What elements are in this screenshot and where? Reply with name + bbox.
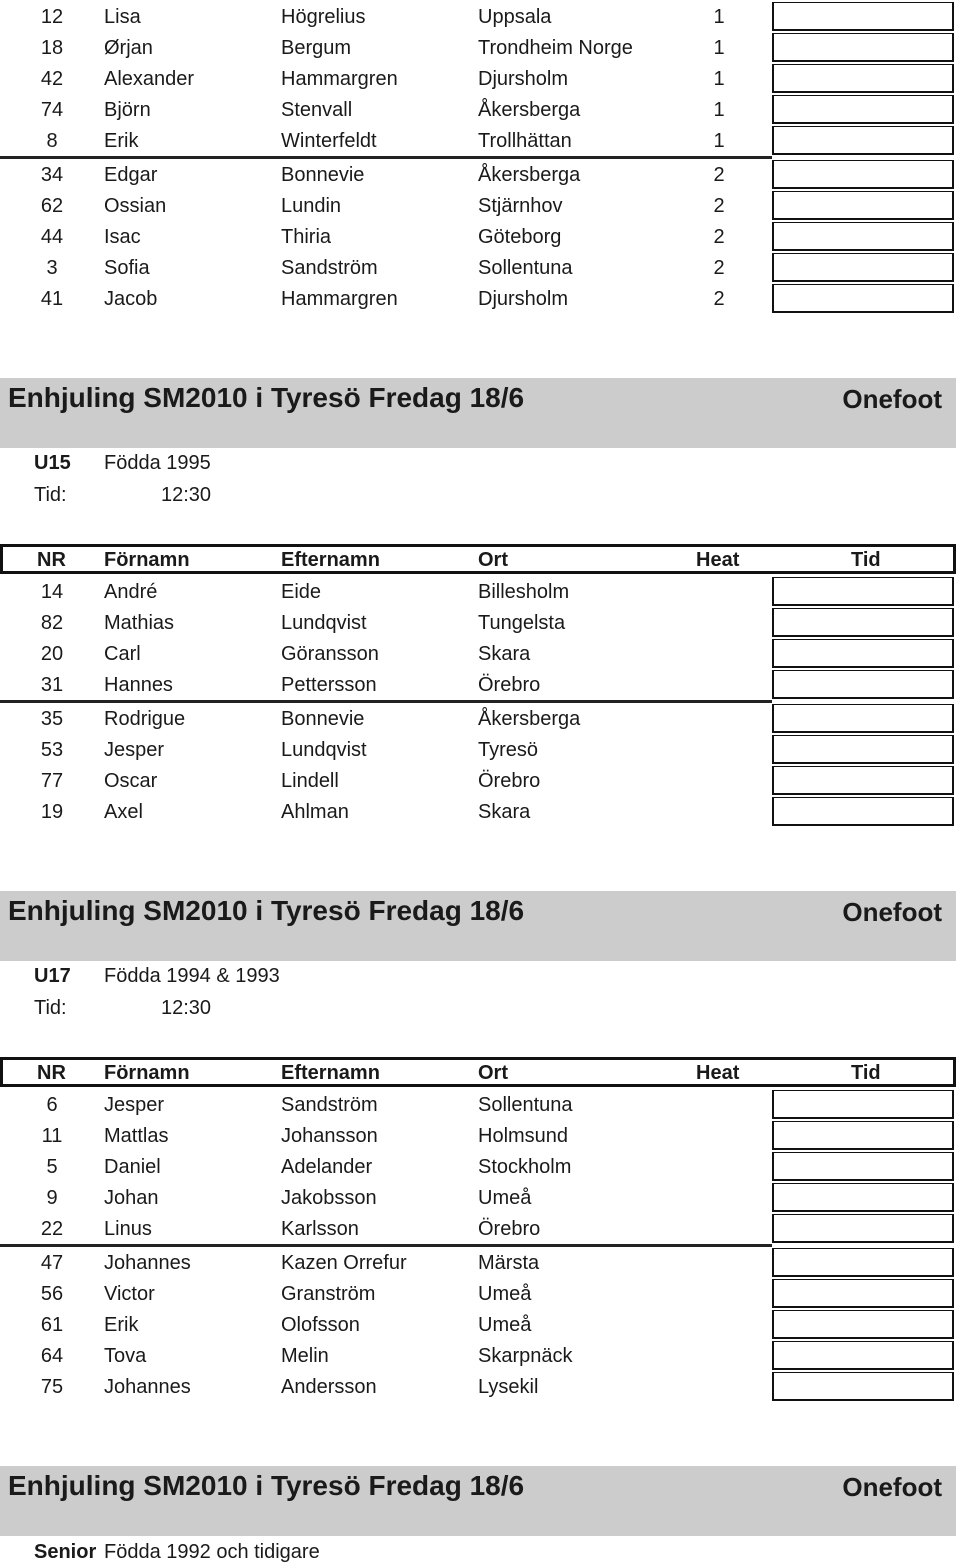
participant-number: 18 <box>40 37 64 59</box>
last-name: Eide <box>281 581 322 603</box>
table-row <box>0 284 960 315</box>
table-row <box>0 1372 960 1403</box>
time-label: Tid: <box>34 997 67 1019</box>
table-row <box>0 222 960 253</box>
header-first-name: Förnamn <box>104 1062 190 1084</box>
header-time: Tid <box>851 1062 881 1084</box>
participant-number: 42 <box>40 68 64 90</box>
class-line <box>0 961 960 991</box>
time-entry-box[interactable] <box>772 1183 954 1212</box>
header-last-name: Efternamn <box>281 549 380 571</box>
time-label: Tid: <box>34 484 67 506</box>
header-town: Ort <box>478 1062 508 1084</box>
header-last-name: Efternamn <box>281 1062 380 1084</box>
participant-number: 53 <box>40 739 64 761</box>
table-row <box>0 1152 960 1183</box>
table-row <box>0 704 960 735</box>
table-row <box>0 1310 960 1341</box>
time-entry-box[interactable] <box>772 126 954 155</box>
first-name: Johannes <box>104 1252 191 1274</box>
last-name: Pettersson <box>281 674 377 696</box>
town: Sollentuna <box>478 1094 573 1116</box>
table-header <box>0 544 956 574</box>
heat-number: 2 <box>713 164 725 186</box>
time-entry-box[interactable] <box>772 191 954 220</box>
first-name: Sofia <box>104 257 150 279</box>
last-name: Sandström <box>281 1094 378 1116</box>
first-name: Tova <box>104 1345 147 1367</box>
class-code: Senior <box>34 1541 97 1563</box>
event-title: Enhjuling SM2010 i Tyresö Fredag 18/6 <box>8 1470 525 1501</box>
time-entry-box[interactable] <box>772 1090 954 1119</box>
heat-divider <box>0 1244 772 1247</box>
time-entry-box[interactable] <box>772 577 954 606</box>
heat-number: 1 <box>713 37 725 59</box>
town: Stockholm <box>478 1156 572 1178</box>
last-name: Lundqvist <box>281 612 367 634</box>
time-entry-box[interactable] <box>772 1152 954 1181</box>
last-name: Johansson <box>281 1125 378 1147</box>
participant-number: 3 <box>46 257 58 279</box>
last-name: Thiria <box>281 226 332 248</box>
time-entry-box[interactable] <box>772 1248 954 1277</box>
town: Trollhättan <box>478 130 572 152</box>
table-row <box>0 1214 960 1245</box>
town: Lysekil <box>478 1376 539 1398</box>
last-name: Jakobsson <box>281 1187 377 1209</box>
class-line <box>0 1537 960 1567</box>
first-name: Ørjan <box>104 37 153 59</box>
participant-number: 8 <box>46 130 58 152</box>
time-entry-box[interactable] <box>772 2 954 31</box>
table-row <box>0 1248 960 1279</box>
time-entry-box[interactable] <box>772 95 954 124</box>
last-name: Winterfeldt <box>281 130 377 152</box>
last-name: Bonnevie <box>281 708 365 730</box>
time-entry-box[interactable] <box>772 766 954 795</box>
participant-number: 9 <box>46 1187 58 1209</box>
table-row <box>0 735 960 766</box>
last-name: Kazen Orrefur <box>281 1252 407 1274</box>
last-name: Olofsson <box>281 1314 360 1336</box>
last-name: Lundin <box>281 195 342 217</box>
town: Örebro <box>478 770 541 792</box>
first-name: Johannes <box>104 1376 191 1398</box>
first-name: Linus <box>104 1218 152 1240</box>
town: Göteborg <box>478 226 562 248</box>
participant-number: 19 <box>40 801 64 823</box>
time-entry-box[interactable] <box>772 33 954 62</box>
last-name: Göransson <box>281 643 379 665</box>
last-name: Ahlman <box>281 801 349 823</box>
table-row <box>0 670 960 701</box>
first-name: Victor <box>104 1283 155 1305</box>
participant-number: 77 <box>40 770 64 792</box>
participant-number: 64 <box>40 1345 64 1367</box>
participant-number: 6 <box>46 1094 58 1116</box>
table-row <box>0 797 960 828</box>
participant-number: 35 <box>40 708 64 730</box>
table-row <box>0 33 960 64</box>
start-time-line <box>0 480 960 510</box>
last-name: Karlsson <box>281 1218 359 1240</box>
last-name: Bonnevie <box>281 164 365 186</box>
participant-number: 14 <box>40 581 64 603</box>
first-name: Rodrigue <box>104 708 186 730</box>
event-banner <box>0 378 956 448</box>
town: Örebro <box>478 674 541 696</box>
heat-divider <box>0 156 772 159</box>
header-time: Tid <box>851 549 881 571</box>
discipline-label: Onefoot <box>842 897 942 927</box>
time-entry-box[interactable] <box>772 704 954 733</box>
last-name: Lundqvist <box>281 739 367 761</box>
class-code: U17 <box>34 965 71 987</box>
last-name: Melin <box>281 1345 329 1367</box>
town: Skara <box>478 643 531 665</box>
last-name: Granström <box>281 1283 376 1305</box>
first-name: Oscar <box>104 770 158 792</box>
town: Djursholm <box>478 288 569 310</box>
first-name: Björn <box>104 99 151 121</box>
participant-number: 61 <box>40 1314 64 1336</box>
event-title: Enhjuling SM2010 i Tyresö Fredag 18/6 <box>8 895 525 926</box>
table-row <box>0 577 960 608</box>
participant-number: 74 <box>40 99 64 121</box>
table-row <box>0 64 960 95</box>
last-name: Bergum <box>281 37 352 59</box>
time-entry-box[interactable] <box>772 1121 954 1150</box>
class-description: Födda 1994 & 1993 <box>104 965 280 987</box>
table-row <box>0 639 960 670</box>
time-entry-box[interactable] <box>772 284 954 313</box>
town: Umeå <box>478 1187 532 1209</box>
last-name: Sandström <box>281 257 378 279</box>
table-row <box>0 191 960 222</box>
town: Åkersberga <box>478 708 581 730</box>
town: Tyresö <box>478 739 539 761</box>
time-entry-box[interactable] <box>772 639 954 668</box>
town: Trondheim Norge <box>478 37 633 59</box>
table-row <box>0 1341 960 1372</box>
class-line <box>0 448 960 478</box>
first-name: Mattlas <box>104 1125 169 1147</box>
heat-number: 1 <box>713 99 725 121</box>
participant-number: 12 <box>40 6 64 28</box>
table-row <box>0 126 960 157</box>
table-row <box>0 160 960 191</box>
time-entry-box[interactable] <box>772 64 954 93</box>
time-entry-box[interactable] <box>772 222 954 251</box>
first-name: Axel <box>104 801 143 823</box>
town: Skarpnäck <box>478 1345 573 1367</box>
first-name: Jesper <box>104 739 165 761</box>
class-description: Födda 1992 och tidigare <box>104 1541 320 1563</box>
time-entry-box[interactable] <box>772 160 954 189</box>
heat-number: 2 <box>713 226 725 248</box>
discipline-label: Onefoot <box>842 384 942 414</box>
table-row <box>0 2 960 33</box>
first-name: André <box>104 581 158 603</box>
header-heat: Heat <box>696 549 740 571</box>
time-entry-box[interactable] <box>772 608 954 637</box>
time-entry-box[interactable] <box>772 1341 954 1370</box>
table-row <box>0 253 960 284</box>
participant-number: 5 <box>46 1156 58 1178</box>
participant-number: 34 <box>40 164 64 186</box>
table-row <box>0 608 960 639</box>
first-name: Edgar <box>104 164 158 186</box>
time-entry-box[interactable] <box>772 735 954 764</box>
town: Sollentuna <box>478 257 573 279</box>
start-time-line <box>0 993 960 1023</box>
time-entry-box[interactable] <box>772 1279 954 1308</box>
heat-number: 2 <box>713 195 725 217</box>
time-entry-box[interactable] <box>772 670 954 699</box>
participant-number: 41 <box>40 288 64 310</box>
first-name: Carl <box>104 643 141 665</box>
participant-number: 31 <box>40 674 64 696</box>
town: Örebro <box>478 1218 541 1240</box>
heat-number: 1 <box>713 68 725 90</box>
participant-number: 82 <box>40 612 64 634</box>
first-name: Mathias <box>104 612 175 634</box>
town: Märsta <box>478 1252 540 1274</box>
class-code: U15 <box>34 452 71 474</box>
participant-number: 11 <box>41 1125 63 1147</box>
participant-number: 22 <box>40 1218 64 1240</box>
heat-number: 2 <box>713 257 725 279</box>
last-name: Stenvall <box>281 99 353 121</box>
event-banner <box>0 891 956 961</box>
last-name: Lindell <box>281 770 339 792</box>
town: Holmsund <box>478 1125 569 1147</box>
participant-number: 47 <box>40 1252 64 1274</box>
header-first-name: Förnamn <box>104 549 190 571</box>
town: Umeå <box>478 1314 532 1336</box>
town: Uppsala <box>478 6 552 28</box>
discipline-label: Onefoot <box>842 1472 942 1502</box>
heat-number: 1 <box>713 130 725 152</box>
event-title: Enhjuling SM2010 i Tyresö Fredag 18/6 <box>8 382 525 413</box>
first-name: Ossian <box>104 195 167 217</box>
first-name: Hannes <box>104 674 173 696</box>
last-name: Hammargren <box>281 68 398 90</box>
participant-number: 62 <box>40 195 64 217</box>
town: Åkersberga <box>478 164 581 186</box>
header-heat: Heat <box>696 1062 740 1084</box>
class-description: Födda 1995 <box>104 452 211 474</box>
header-town: Ort <box>478 549 508 571</box>
table-row <box>0 1183 960 1214</box>
event-banner <box>0 1466 956 1536</box>
time-entry-box[interactable] <box>772 1372 954 1401</box>
time-entry-box[interactable] <box>772 797 954 826</box>
participant-number: 44 <box>40 226 64 248</box>
last-name: Högrelius <box>281 6 366 28</box>
time-entry-box[interactable] <box>772 253 954 282</box>
start-time: 12:30 <box>161 484 212 506</box>
participant-number: 75 <box>40 1376 64 1398</box>
heat-number: 1 <box>713 6 725 28</box>
town: Billesholm <box>478 581 570 603</box>
first-name: Alexander <box>104 68 195 90</box>
header-nr: NR <box>37 1062 66 1084</box>
first-name: Lisa <box>104 6 141 28</box>
town: Skara <box>478 801 531 823</box>
first-name: Erik <box>104 130 139 152</box>
last-name: Andersson <box>281 1376 377 1398</box>
participant-number: 56 <box>40 1283 64 1305</box>
town: Djursholm <box>478 68 569 90</box>
heat-divider <box>0 700 772 703</box>
town: Åkersberga <box>478 99 581 121</box>
table-row <box>0 1090 960 1121</box>
time-entry-box[interactable] <box>772 1214 954 1243</box>
town: Stjärnhov <box>478 195 563 217</box>
table-row <box>0 766 960 797</box>
first-name: Daniel <box>104 1156 161 1178</box>
table-header <box>0 1057 956 1087</box>
last-name: Hammargren <box>281 288 398 310</box>
table-row <box>0 95 960 126</box>
first-name: Isac <box>104 226 141 248</box>
start-time: 12:30 <box>161 997 212 1019</box>
header-nr: NR <box>37 549 66 571</box>
first-name: Jacob <box>104 288 158 310</box>
first-name: Erik <box>104 1314 139 1336</box>
participant-number: 20 <box>40 643 64 665</box>
last-name: Adelander <box>281 1156 373 1178</box>
town: Tungelsta <box>478 612 566 634</box>
heat-number: 2 <box>713 288 725 310</box>
table-row <box>0 1279 960 1310</box>
table-row <box>0 1121 960 1152</box>
first-name: Jesper <box>104 1094 165 1116</box>
first-name: Johan <box>104 1187 159 1209</box>
time-entry-box[interactable] <box>772 1310 954 1339</box>
town: Umeå <box>478 1283 532 1305</box>
